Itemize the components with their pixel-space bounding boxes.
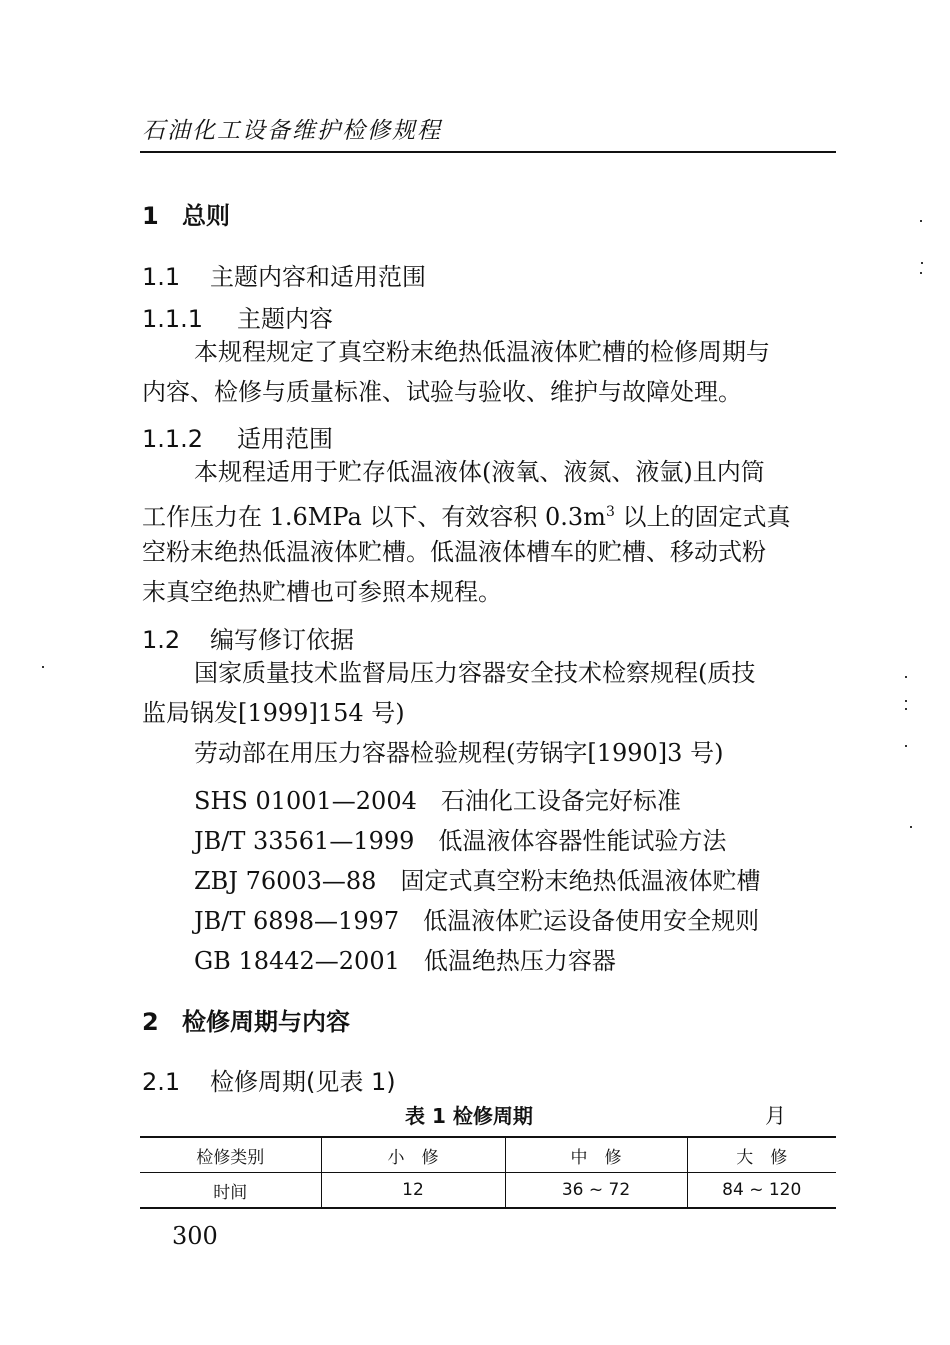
section-title: 主题内容 (237, 305, 333, 333)
paragraph-line: 监局锅发[1999]154 号) (142, 699, 405, 727)
table-row (140, 1173, 836, 1209)
scan-speck (42, 666, 44, 668)
table-header-row (140, 1137, 836, 1173)
section-number: 2 (142, 1008, 159, 1036)
standard-item (194, 901, 759, 936)
paragraph-line: 本规程适用于贮存低温液体(液氧、液氮、液氩)且内筒 (194, 458, 765, 486)
paragraph-text: 以上的固定式真 (614, 503, 791, 531)
section-title: 检修周期与内容 (182, 1008, 350, 1036)
standard-code: ZBJ 76003—88 (194, 867, 377, 895)
paragraph-line: 末真空绝热贮槽也可参照本规程。 (142, 578, 502, 606)
paragraph-line (142, 492, 791, 537)
section-2-heading (142, 1002, 350, 1037)
running-header: 石油化工设备维护检修规程 (142, 118, 442, 144)
superscript: 3 (605, 504, 615, 520)
table-unit: 月 (765, 1104, 786, 1128)
section-number: 1.2 (142, 626, 181, 654)
scan-speck (920, 272, 922, 274)
table-caption: 表 1 检修周期 (405, 1104, 533, 1128)
maintenance-cycle-table (140, 1136, 836, 1209)
standard-item (194, 821, 726, 856)
section-number: 1 (142, 202, 159, 230)
table-header-cell: 小 修 (321, 1137, 505, 1173)
table-header-cell: 大 修 (687, 1137, 836, 1173)
scan-speck (910, 826, 912, 828)
scan-speck (905, 745, 907, 747)
section-number: 2.1 (142, 1068, 181, 1096)
section-1-1-1-heading (142, 299, 333, 334)
section-number: 1.1.2 (142, 425, 204, 453)
standard-title: 低温液体容器性能试验方法 (438, 827, 727, 855)
standard-item (194, 781, 681, 816)
standard-item (194, 941, 616, 976)
paragraph-line: 本规程规定了真空粉末绝热低温液体贮槽的检修周期与 (194, 338, 770, 366)
paragraph-line: 内容、检修与质量标准、试验与验收、维护与故障处理。 (142, 378, 742, 406)
section-1-heading (142, 196, 230, 231)
paragraph-line: 劳动部在用压力容器检验规程(劳锅字[1990]3 号) (194, 739, 724, 767)
section-title: 适用范围 (237, 425, 333, 453)
section-title: 检修周期(见表 1) (210, 1068, 396, 1096)
paragraph-text: 工作压力在 1.6MPa 以下、有效容积 0.3m (142, 503, 606, 531)
table-cell: 时间 (213, 1182, 248, 1203)
paragraph-line: 空粉末绝热低温液体贮槽。低温液体槽车的贮槽、移动式粉 (142, 538, 766, 566)
scan-speck (905, 708, 907, 710)
header-rule (140, 151, 836, 153)
section-title: 主题内容和适用范围 (210, 263, 426, 291)
scan-speck (905, 700, 907, 702)
table-cell: 84 ~ 120 (687, 1173, 836, 1209)
page-number: 300 (172, 1222, 218, 1250)
section-1-1-heading (142, 257, 426, 292)
table-header-cell: 检修类别 (196, 1147, 265, 1168)
standard-item (194, 861, 760, 896)
table-header-cell: 中 修 (505, 1137, 687, 1173)
standard-code: SHS 01001—2004 (194, 787, 417, 815)
standard-code: JB/T 33561—1999 (194, 827, 415, 855)
section-number: 1.1.1 (142, 305, 204, 333)
standard-title: 低温绝热压力容器 (423, 947, 616, 975)
scan-speck (921, 262, 923, 264)
standard-code: GB 18442—2001 (194, 947, 400, 975)
table-cell: 12 (321, 1173, 505, 1209)
paragraph-line: 国家质量技术监督局压力容器安全技术检察规程(质技 (194, 659, 756, 687)
standard-title: 低温液体贮运设备使用安全规则 (423, 907, 760, 935)
standard-title: 固定式真空粉末绝热低温液体贮槽 (400, 867, 761, 895)
section-number: 1.1 (142, 263, 181, 291)
section-title: 编写修订依据 (210, 626, 354, 654)
section-1-1-2-heading (142, 419, 333, 454)
scan-speck (905, 676, 907, 678)
standard-title: 石油化工设备完好标准 (440, 787, 681, 815)
scan-speck (920, 220, 922, 222)
standard-code: JB/T 6898—1997 (194, 907, 400, 935)
section-1-2-heading (142, 620, 354, 655)
table-cell: 36 ~ 72 (505, 1173, 687, 1209)
section-title: 总则 (182, 202, 230, 230)
section-2-1-heading (142, 1062, 396, 1097)
